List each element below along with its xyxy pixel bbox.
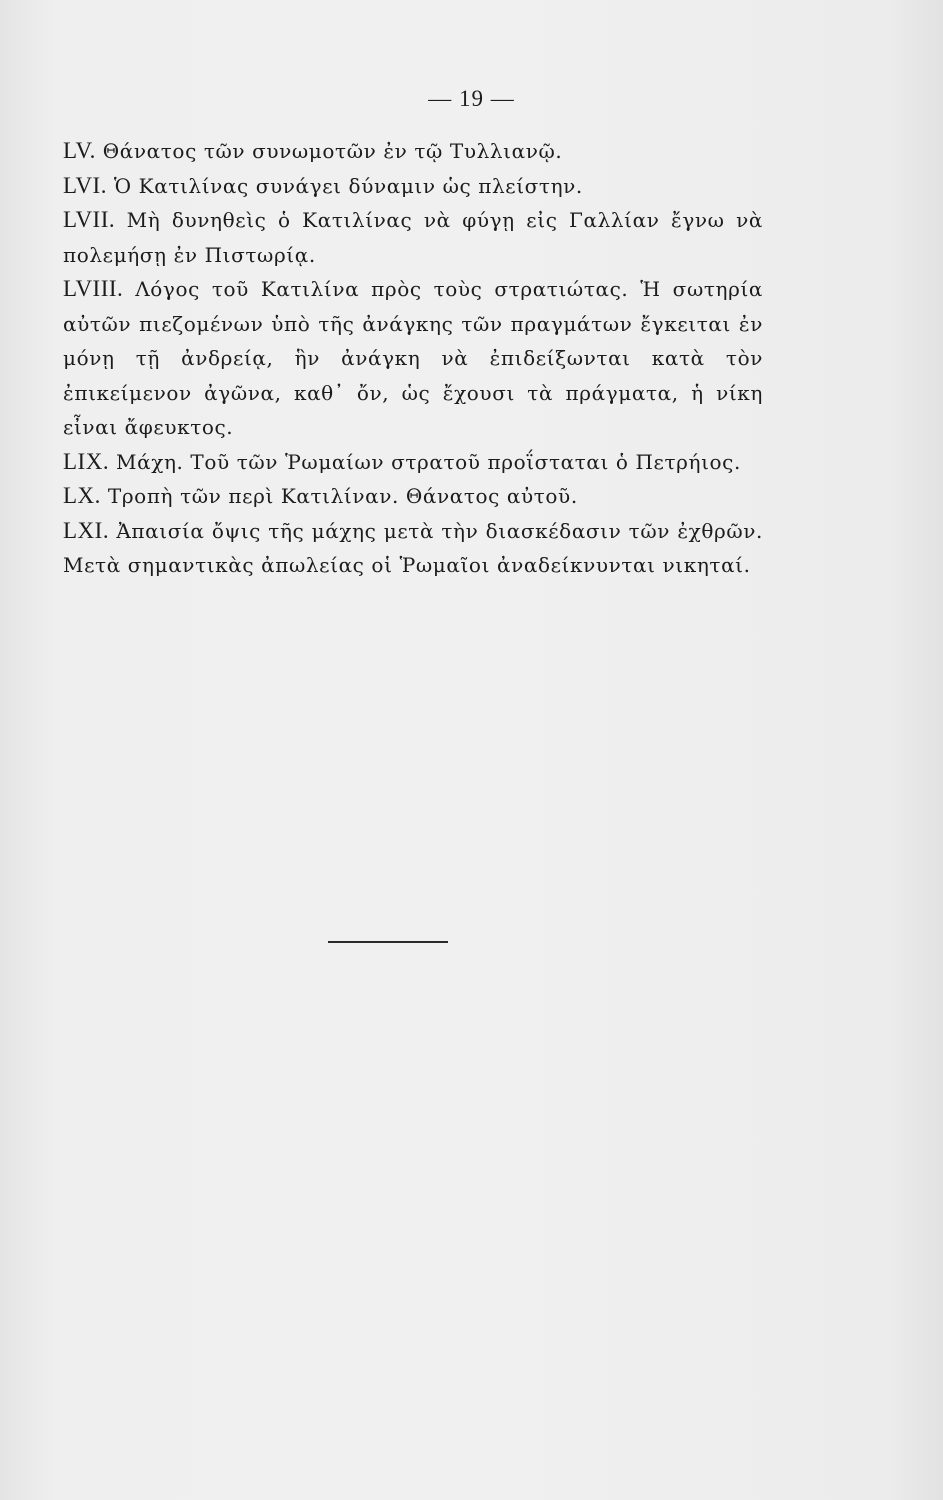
entry-text: Ὁ Κατιλίνας συνάγει δύναμιν ὡς πλείστην.: [106, 173, 583, 198]
entry-lix: [63, 445, 763, 480]
entry-text: Τροπὴ τῶν περὶ Κατιλίναν. Θάνατος αὐτοῦ.: [100, 484, 578, 508]
entry-text: Λόγος τοῦ Κατιλίνα πρὸς τοὺς στρατιώτας. Ἡ σωτηρία αὐτῶν πιεζομένων ὑπὸ τῆς ἀνάγκης τῶν πραγμάτων ἔγκειται ἐν μόνῃ τῇ ἀνδρείᾳ, ἣν ἀνάγκη νὰ ἐπιδείξωνται κατὰ τὸν ἐπικείμενον ἀγῶνα, καθ᾽ ὄν, ὡς ἔχουσι τὰ πράγματα, ἡ νίκη εἶναι ἄφευκτος.: [63, 277, 763, 439]
entry-lvi: [63, 169, 763, 204]
entry-text: Ἀπαισία ὄψις τῆς μάχης μετὰ τὴν διασκέδασιν τῶν ἐχθρῶν. Μετὰ σημαντικὰς ἀπωλείας οἱ Ῥωμαῖοι ἀναδείκνυνται νικηταί.: [63, 518, 763, 577]
page-number: — 19 —: [428, 86, 515, 111]
entry-lxi: [63, 514, 763, 583]
entry-number: LV.: [63, 138, 96, 163]
entry-number: LXI.: [63, 517, 110, 543]
entry-text: Θάνατος τῶν συνωμοτῶν ἐν τῷ Τυλλιανῷ.: [95, 139, 563, 163]
entry-number: LIX.: [63, 448, 110, 474]
entry-lx: [63, 479, 763, 514]
entry-number: LVI.: [63, 172, 107, 198]
entry-text: Μὴ δυνηθεὶς ὁ Κατιλίνας νὰ φύγῃ εἰς Γαλλίαν ἔγνω νὰ πολεμήσῃ ἐν Πιστωρίᾳ.: [63, 208, 763, 267]
entry-number: LVII.: [63, 207, 116, 232]
entry-lvii: [63, 203, 763, 272]
entry-lv: [63, 134, 763, 169]
entry-lviii: [63, 272, 763, 445]
entry-number: LVIII.: [63, 276, 124, 301]
entry-text: Μάχη. Τοῦ τῶν Ῥωμαίων στρατοῦ προΐσταται ὁ Πετρήιος.: [109, 449, 741, 474]
end-rule: [328, 941, 448, 943]
entry-number: LX.: [63, 483, 101, 508]
table-of-contents-text: [63, 134, 763, 583]
